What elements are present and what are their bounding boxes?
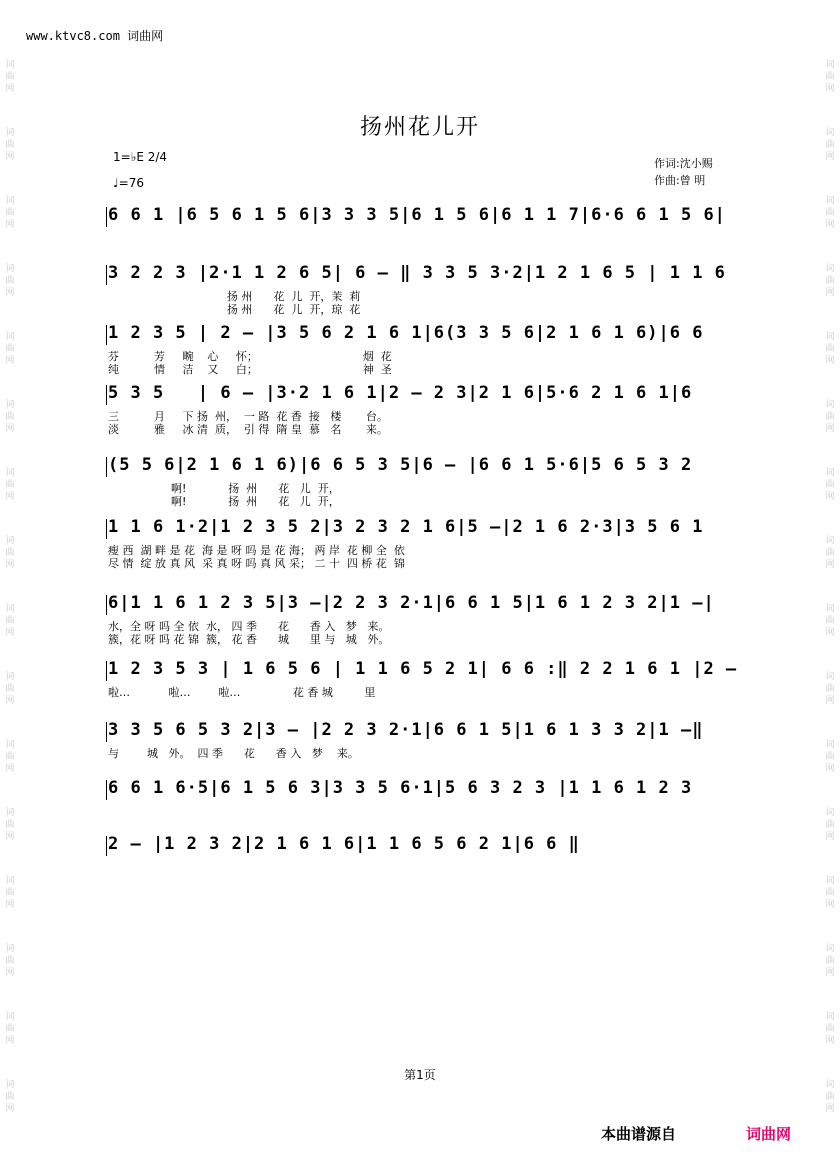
watermark-glyph: 词: [5, 264, 15, 274]
watermark-glyph: 网: [825, 560, 835, 570]
page-number: 第1页: [404, 1068, 436, 1082]
watermark-glyph: 网: [5, 424, 15, 434]
watermark-glyph: 网: [825, 288, 835, 298]
lyric-line: 芬 芳 畹 心 怀； 烟 花: [108, 350, 392, 363]
watermark-glyph: 曲: [5, 616, 15, 626]
watermark-glyph: 词: [5, 1012, 15, 1022]
watermark-glyph: 词: [825, 400, 835, 410]
barline: [106, 385, 107, 405]
watermark-glyph: 网: [825, 832, 835, 842]
watermark-glyph: 曲: [825, 752, 835, 762]
lyric-line: 啊! 扬 州 花 儿 开，: [108, 495, 340, 508]
watermark-glyph: 曲: [5, 344, 15, 354]
watermark-glyph: 网: [5, 628, 15, 638]
notation-line: 1 2 3 5 | 2 – |3 5 6 2 1 6 1|6(3 3 5 6|2 1 6 1 6)|6 6: [108, 323, 704, 343]
watermark-glyph: 网: [825, 1036, 835, 1046]
notation-line: 6 6 1 |6 5 6 1 5 6|3 3 3 5|6 1 5 6|6 1 1 7|6·6 6 1 5 6|: [108, 205, 726, 225]
notation-line: 3 3 5 6 5 3 2|3 – |2 2 3 2·1|6 6 1 5|1 6 1 3 3 2|1 –‖: [108, 720, 704, 740]
watermark-glyph: 曲: [825, 412, 835, 422]
site-url[interactable]: www.ktvc8.com 词曲网: [26, 29, 164, 43]
watermark-glyph: 曲: [825, 1024, 835, 1034]
watermark-glyph: 词: [825, 672, 835, 682]
brand-link[interactable]: 词曲网: [746, 1125, 792, 1143]
composer-credit: 作曲:曾 明: [654, 174, 706, 187]
watermark-glyph: 网: [825, 900, 835, 910]
barline: [106, 722, 107, 742]
barline: [106, 519, 107, 539]
lyric-line: 簇，花 呀 吗 花 锦 簇， 花 香 城 里 与 城 外。: [108, 633, 390, 646]
watermark-glyph: 曲: [825, 616, 835, 626]
watermark-glyph: 曲: [5, 208, 15, 218]
watermark-glyph: 词: [825, 740, 835, 750]
barline: [106, 595, 107, 615]
watermark-glyph: 词: [5, 740, 15, 750]
watermark-glyph: 曲: [825, 276, 835, 286]
watermark-glyph: 曲: [825, 140, 835, 150]
watermark-glyph: 网: [825, 152, 835, 162]
lyric-line: 淡 雅 冰 清 质， 引 得 隋 皇 慕 名 来。: [108, 423, 388, 436]
watermark-glyph: 词: [825, 1012, 835, 1022]
watermark-glyph: 词: [5, 196, 15, 206]
watermark-glyph: 网: [825, 1104, 835, 1114]
watermark-glyph: 网: [5, 84, 15, 94]
watermark-glyph: 词: [5, 876, 15, 886]
watermark-glyph: 曲: [825, 956, 835, 966]
watermark-glyph: 词: [825, 1080, 835, 1090]
lyric-line: 啊! 扬 州 花 儿 开，: [108, 482, 340, 495]
watermark-glyph: 网: [5, 1036, 15, 1046]
watermark-glyph: 网: [825, 84, 835, 94]
watermark-glyph: 网: [5, 764, 15, 774]
barline: [106, 265, 107, 285]
tempo-marking: ♩=76: [113, 176, 144, 190]
watermark-glyph: 网: [5, 968, 15, 978]
watermark-glyph: 词: [5, 468, 15, 478]
watermark-glyph: 曲: [5, 1092, 15, 1102]
watermark-glyph: 曲: [5, 1024, 15, 1034]
watermark-glyph: 网: [825, 492, 835, 502]
watermark-glyph: 网: [825, 424, 835, 434]
lyric-line: 扬 州 花 儿 开，琼 花: [108, 303, 361, 316]
watermark-glyph: 词: [825, 944, 835, 954]
watermark-glyph: 曲: [5, 684, 15, 694]
watermark-glyph: 词: [825, 60, 835, 70]
lyric-line: 啦… 啦… 啦… 花 香 城 里: [108, 686, 376, 699]
watermark-glyph: 网: [5, 560, 15, 570]
left-watermark: [0, 0, 20, 1169]
source-label: 本曲谱源自: [601, 1125, 677, 1143]
notation-line: 1 2 3 5 3 | 1 6 5 6 | 1 1 6 5 2 1| 6 6 :‖ 2 2 1 6 1 |2 –: [108, 659, 738, 679]
watermark-glyph: 曲: [5, 548, 15, 558]
watermark-glyph: 词: [825, 876, 835, 886]
watermark-glyph: 词: [825, 808, 835, 818]
watermark-glyph: 曲: [825, 548, 835, 558]
watermark-glyph: 曲: [825, 888, 835, 898]
watermark-glyph: 词: [5, 60, 15, 70]
watermark-glyph: 曲: [825, 208, 835, 218]
watermark-glyph: 曲: [825, 480, 835, 490]
barline: [106, 661, 107, 681]
lyric-line: 瘦 西 湖 畔 是 花 海 是 呀 吗 是 花 海； 两 岸 花 柳 全 依: [108, 544, 405, 557]
watermark-glyph: 网: [5, 356, 15, 366]
watermark-glyph: 词: [825, 604, 835, 614]
barline: [106, 457, 107, 477]
watermark-glyph: 网: [5, 288, 15, 298]
watermark-glyph: 网: [5, 832, 15, 842]
watermark-glyph: 曲: [5, 276, 15, 286]
watermark-glyph: 曲: [5, 140, 15, 150]
notation-line: 3 2 2 3 |2·1 1 2 6 5| 6 – ‖ 3 3 5 3·2|1 2 1 6 5 | 1 1 6: [108, 263, 726, 283]
lyric-line: 尽 情 绽 放 真 风 采 真 呀 吗 真 风 采； 二 十 四 桥 花 锦: [108, 557, 405, 570]
watermark-glyph: 曲: [825, 1092, 835, 1102]
key-signature: 1=♭E 2/4: [113, 150, 168, 164]
song-title: 扬州花儿开: [359, 115, 480, 140]
lyric-line: 三 月 下 扬 州， 一 路 花 香 接 楼 台。: [108, 410, 388, 423]
watermark-glyph: 曲: [825, 344, 835, 354]
watermark-glyph: 曲: [5, 820, 15, 830]
watermark-glyph: 词: [5, 128, 15, 138]
right-watermark: [820, 0, 840, 1169]
watermark-glyph: 词: [825, 128, 835, 138]
watermark-glyph: 词: [825, 536, 835, 546]
watermark-glyph: 网: [825, 968, 835, 978]
watermark-glyph: 词: [825, 196, 835, 206]
watermark-glyph: 词: [5, 672, 15, 682]
notation-line: 6|1 1 6 1 2 3 5|3 –|2 2 3 2·1|6 6 1 5|1 6 1 2 3 2|1 –|: [108, 593, 715, 613]
lyric-line: 水，全 呀 吗 全 依 水， 四 季 花 香 入 梦 来。: [108, 620, 390, 633]
watermark-glyph: 网: [825, 628, 835, 638]
notation-line: (5 5 6|2 1 6 1 6)|6 6 5 3 5|6 – |6 6 1 5·6|5 6 5 3 2: [108, 455, 693, 475]
watermark-glyph: 词: [5, 400, 15, 410]
notation-line: 5 3 5 | 6 – |3·2 1 6 1|2 – 2 3|2 1 6|5·6 2 1 6 1|6: [108, 383, 693, 403]
watermark-glyph: 网: [5, 220, 15, 230]
watermark-glyph: 曲: [825, 72, 835, 82]
notation-line: 2 – |1 2 3 2|2 1 6 1 6|1 1 6 5 6 2 1|6 6 ‖: [108, 834, 580, 854]
watermark-glyph: 词: [5, 332, 15, 342]
lyric-line: 纯 情 洁 又 白； 神 圣: [108, 363, 392, 376]
watermark-glyph: 网: [825, 764, 835, 774]
watermark-glyph: 曲: [5, 956, 15, 966]
lyric-line: 与 城 外。 四 季 花 香 入 梦 来。: [108, 747, 359, 760]
watermark-glyph: 网: [5, 696, 15, 706]
watermark-glyph: 网: [825, 356, 835, 366]
barline: [106, 325, 107, 345]
watermark-glyph: 词: [5, 604, 15, 614]
barline: [106, 780, 107, 800]
watermark-glyph: 词: [5, 944, 15, 954]
watermark-glyph: 网: [5, 900, 15, 910]
notation-line: 1 1 6 1·2|1 2 3 5 2|3 2 3 2 1 6|5 –|2 1 6 2·3|3 5 6 1: [108, 517, 704, 537]
barline: [106, 836, 107, 856]
watermark-glyph: 曲: [5, 888, 15, 898]
barline: [106, 207, 107, 227]
lyricist-credit: 作词:沈小赐: [654, 157, 713, 170]
lyric-line: 扬 州 花 儿 开，茉 莉: [108, 290, 361, 303]
watermark-glyph: 词: [825, 332, 835, 342]
watermark-glyph: 曲: [5, 412, 15, 422]
watermark-glyph: 网: [5, 492, 15, 502]
watermark-glyph: 词: [5, 1080, 15, 1090]
watermark-glyph: 曲: [5, 72, 15, 82]
notation-line: 6 6 1 6·5|6 1 5 6 3|3 3 5 6·1|5 6 3 2 3 |1 1 6 1 2 3: [108, 778, 693, 798]
watermark-glyph: 网: [5, 1104, 15, 1114]
watermark-glyph: 网: [825, 220, 835, 230]
watermark-glyph: 网: [825, 696, 835, 706]
watermark-glyph: 曲: [825, 820, 835, 830]
watermark-glyph: 词: [825, 264, 835, 274]
watermark-glyph: 曲: [825, 684, 835, 694]
watermark-glyph: 曲: [5, 752, 15, 762]
watermark-glyph: 词: [825, 468, 835, 478]
watermark-glyph: 网: [5, 152, 15, 162]
watermark-glyph: 词: [5, 536, 15, 546]
watermark-glyph: 曲: [5, 480, 15, 490]
watermark-glyph: 词: [5, 808, 15, 818]
